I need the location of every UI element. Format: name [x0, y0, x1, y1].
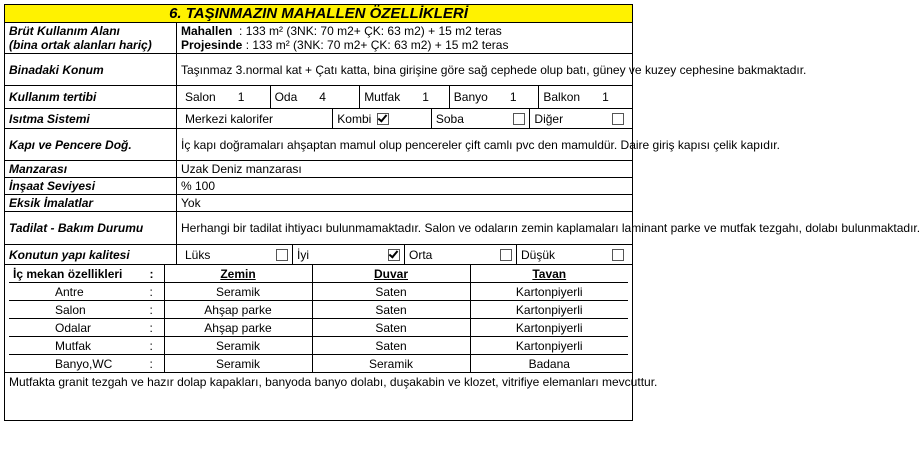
heating-central: Merkezi kalorifer: [185, 111, 274, 126]
wall-value: Seramik: [312, 355, 470, 373]
ceiling-value: Kartonpiyerli: [470, 301, 628, 319]
gross-area-label-line2: (bina ortak alanları hariç): [9, 38, 152, 52]
room-label: Mutfak: [55, 338, 92, 353]
table-row: [9, 319, 628, 337]
checkbox-checked-icon[interactable]: [377, 113, 389, 125]
interior-colon: :: [149, 266, 154, 281]
heating-option-soba[interactable]: [431, 109, 530, 128]
construction-level-row: [5, 178, 633, 195]
usage-layout-label: Kullanım tertibi: [5, 86, 177, 109]
quality-option-orta[interactable]: [404, 245, 516, 264]
room-colon: :: [149, 356, 153, 371]
notes-text: Mutfakta granit tezgah ve hazır dolap kapakları, banyoda banyo dolabı, duşakabin ve klozet, vitrifiye elemanları mevcuttur.: [5, 373, 633, 421]
checkbox-empty-icon[interactable]: [276, 249, 288, 261]
interior-label: [9, 265, 164, 283]
table-row: [9, 337, 628, 355]
checkbox-checked-icon[interactable]: [388, 249, 400, 261]
gross-area-value: [177, 23, 633, 54]
checkbox-empty-icon[interactable]: [612, 113, 624, 125]
usage-item-count: 4: [319, 90, 326, 104]
room-name: [9, 283, 164, 301]
room-colon: :: [149, 284, 153, 299]
room-label: Odalar: [55, 320, 92, 335]
heating-option-label: Soba: [435, 111, 464, 126]
usage-item-count: 1: [237, 90, 245, 104]
projesinde-line: [181, 38, 628, 52]
ceiling-value: Kartonpiyerli: [470, 283, 628, 301]
ceiling-value: Kartonpiyerli: [470, 319, 628, 337]
view-value: Uzak Deniz manzarası: [177, 161, 633, 178]
checkbox-empty-icon[interactable]: [612, 249, 624, 261]
wall-value: Saten: [312, 301, 470, 319]
gross-area-label: [5, 23, 177, 54]
room-name: [9, 337, 164, 355]
usage-item-count: 1: [602, 90, 609, 104]
notes-row: [5, 373, 633, 421]
header-ceiling: Tavan: [470, 265, 628, 283]
usage-item-name: Salon: [185, 90, 216, 104]
interior-row: [5, 265, 633, 373]
floor-value: Ahşap parke: [164, 301, 312, 319]
usage-item-oda: [270, 86, 360, 108]
view-label: Manzarası: [5, 161, 177, 178]
features-table: [4, 4, 920, 421]
usage-item-count: 1: [509, 90, 517, 104]
usage-item-mutfak: [359, 86, 449, 108]
room-colon: :: [149, 320, 153, 335]
interior-label-text: İç mekan özellikleri: [13, 266, 123, 281]
room-label: Salon: [55, 302, 86, 317]
room-name: [9, 301, 164, 319]
mahallen-value: : 133 m² (3NK: 70 m2+ ÇK: 63 m2) + 15 m2 teras: [239, 24, 502, 38]
building-position-row: [5, 54, 633, 86]
heating-option-label: Kombi: [337, 111, 372, 126]
usage-item-banyo: [449, 86, 539, 108]
missing-works-value: Yok: [177, 195, 633, 212]
quality-option-iyi[interactable]: [292, 245, 404, 264]
header-wall: Duvar: [312, 265, 470, 283]
room-label: Banyo,WC: [55, 356, 113, 371]
room-name: [9, 319, 164, 337]
floor-value: Seramik: [164, 283, 312, 301]
floor-value: Seramik: [164, 337, 312, 355]
heating-option-label: Diğer: [534, 111, 564, 126]
usage-item-name: Mutfak: [364, 90, 401, 104]
room-label: Antre: [55, 284, 84, 299]
quality-option-label: Düşük: [521, 247, 556, 262]
checkbox-empty-icon[interactable]: [513, 113, 525, 125]
heating-cells: [177, 109, 633, 129]
floor-value: Seramik: [164, 355, 312, 373]
room-colon: :: [149, 338, 153, 353]
table-row: [9, 301, 628, 319]
renovation-row: [5, 212, 633, 245]
heating-option-kombi[interactable]: [332, 109, 431, 128]
heating-row: [5, 109, 633, 129]
heating-option-diger[interactable]: [529, 109, 628, 128]
heating-label: Isıtma Sistemi: [5, 109, 177, 129]
usage-item-salon: [181, 86, 270, 108]
quality-cells: [177, 245, 633, 265]
quality-row: [5, 245, 633, 265]
checkbox-empty-icon[interactable]: [500, 249, 512, 261]
gross-area-row: [5, 23, 633, 54]
construction-level-value: % 100: [177, 178, 633, 195]
interior-table: [9, 265, 628, 372]
mahallen-line: [181, 24, 628, 38]
doors-windows-value: İç kapı doğramaları ahşaptan mamul olup pencereler çift camlı pvc den mamuldür. Daire giriş kapısı çelik kapıdır.: [177, 129, 633, 161]
missing-works-row: [5, 195, 633, 212]
usage-item-balkon: [538, 86, 628, 108]
usage-layout-row: [5, 86, 633, 109]
ceiling-value: Kartonpiyerli: [470, 337, 628, 355]
floor-value: Ahşap parke: [164, 319, 312, 337]
quality-option-label: İyi: [297, 247, 309, 262]
renovation-value: Herhangi bir tadilat ihtiyacı bulunmamaktadır. Salon ve odaların zemin kaplamaları laminant parke ve mutfak tezgahı, dolabı bulunmaktadır.: [177, 212, 633, 245]
wall-value: Saten: [312, 319, 470, 337]
ceiling-value: Badana: [470, 355, 628, 373]
missing-works-label: Eksik İmalatlar: [5, 195, 177, 212]
room-colon: :: [149, 302, 153, 317]
usage-layout-cells: [177, 86, 633, 109]
usage-item-count: 1: [422, 90, 429, 104]
view-row: [5, 161, 633, 178]
doors-windows-row: [5, 129, 633, 161]
interior-section: [5, 265, 633, 373]
section-title: 6. TAŞINMAZIN MAHALLEN ÖZELLİKLERİ: [5, 5, 633, 23]
quality-option-luks[interactable]: [181, 245, 292, 264]
table-row: [9, 355, 628, 373]
quality-option-label: Lüks: [185, 247, 211, 262]
quality-label: Konutun yapı kalitesi: [5, 245, 177, 265]
header-floor: Zemin: [164, 265, 312, 283]
renovation-label: Tadilat - Bakım Durumu: [5, 212, 177, 245]
title-row: [5, 5, 633, 23]
interior-header-row: [9, 265, 628, 283]
gross-area-label-line1: Brüt Kullanım Alanı: [9, 24, 120, 38]
usage-item-name: Balkon: [543, 90, 581, 104]
building-position-label: Binadaki Konum: [5, 54, 177, 86]
table-row: [9, 283, 628, 301]
usage-item-name: Banyo: [453, 90, 488, 104]
doors-windows-label: Kapı ve Pencere Doğ.: [5, 129, 177, 161]
quality-option-dusuk[interactable]: [516, 245, 628, 264]
construction-level-label: İnşaat Seviyesi: [5, 178, 177, 195]
quality-option-label: Orta: [409, 247, 433, 262]
building-position-value: Taşınmaz 3.normal kat + Çatı katta, bina girişine göre sağ cephede olup batı, güney ve kuzey cephesine bakmaktadır.: [177, 54, 633, 86]
room-name: [9, 355, 164, 373]
usage-item-name: Oda: [274, 90, 298, 104]
mahallen-label: Mahallen: [181, 24, 233, 38]
projesinde-value: : 133 m² (3NK: 70 m2+ ÇK: 63 m2) + 15 m2 teras: [245, 38, 509, 52]
wall-value: Saten: [312, 337, 470, 355]
projesinde-label: Projesinde: [181, 38, 243, 52]
wall-value: Saten: [312, 283, 470, 301]
